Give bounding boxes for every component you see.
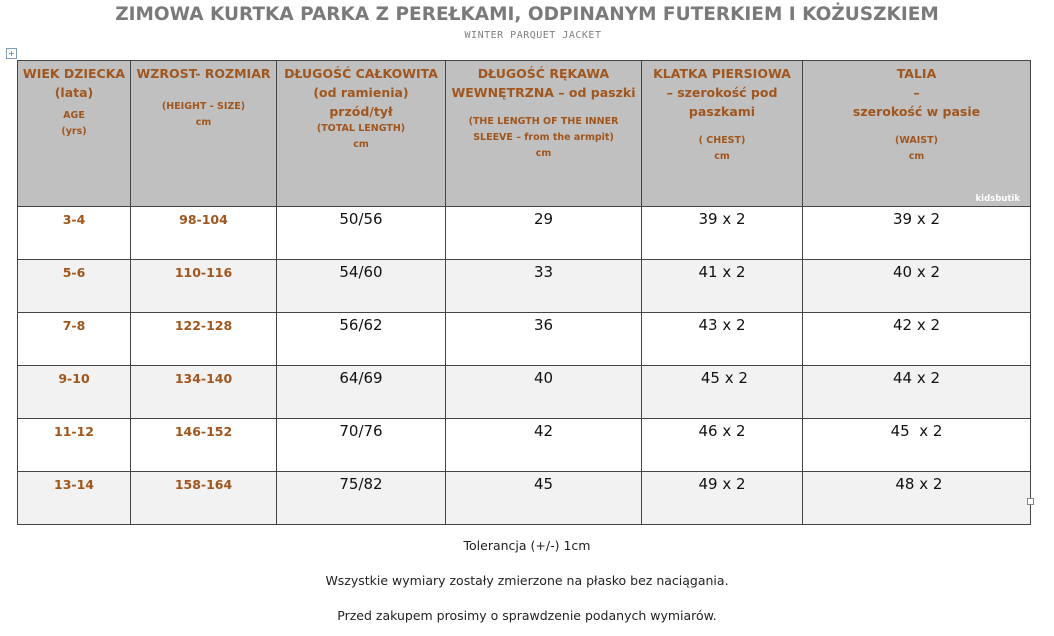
cell-height-size: 134-140 [131, 366, 277, 419]
cell-waist: 40 x 2 [803, 260, 1031, 313]
cell-sleeve-length: 42 [446, 419, 642, 472]
cell-chest: 43 x 2 [642, 313, 803, 366]
header-length-sub-1: (TOTAL LENGTH) [316, 123, 406, 134]
cell-total-length: 56/62 [277, 313, 446, 366]
header-length-main-1: DŁUGOŚĆ CAŁKOWITA [284, 66, 438, 81]
cell-waist: 48 x 2 [803, 472, 1031, 525]
header-sleeve-sub-2: SLEEVE – from the armpit) [473, 132, 614, 143]
cell-age: 3-4 [18, 207, 131, 260]
watermark-kidsbutik: kidsbutik [975, 194, 1020, 204]
cell-sleeve-length: 29 [446, 207, 642, 260]
header-sleeve-main-1: DŁUGOŚĆ RĘKAWA [477, 66, 610, 81]
header-waist-main-1: TALIA [896, 66, 937, 81]
header-height-size [131, 61, 277, 207]
header-age-main-2: (lata) [54, 85, 94, 100]
cell-chest: 41 x 2 [642, 260, 803, 313]
table-row [18, 207, 1031, 260]
header-length-main-2: (od ramienia) [313, 85, 409, 100]
table-row [18, 260, 1031, 313]
cell-sleeve-length: 36 [446, 313, 642, 366]
page-subtitle: WINTER PARQUET JACKET [464, 30, 602, 41]
header-chest-sub-1: ( CHEST) [698, 135, 746, 146]
cell-sleeve-length: 40 [446, 366, 642, 419]
cell-total-length: 64/69 [277, 366, 446, 419]
header-row [18, 61, 1031, 207]
note-tolerance: Tolerancja (+/-) 1cm [463, 538, 591, 553]
cell-height-size: 122-128 [131, 313, 277, 366]
table-row [18, 472, 1031, 525]
cell-waist: 44 x 2 [803, 366, 1031, 419]
header-sleeve-length [446, 61, 642, 207]
header-height-sub-1: (HEIGHT - SIZE) [161, 101, 246, 112]
cell-age: 13-14 [18, 472, 131, 525]
header-waist-main-3: szerokość w pasie [852, 104, 981, 119]
cell-total-length: 54/60 [277, 260, 446, 313]
size-chart-table [17, 60, 1031, 525]
cell-age: 5-6 [18, 260, 131, 313]
header-waist-sub-2: cm [908, 151, 925, 162]
header-waist-sub-1: (WAIST) [895, 135, 938, 146]
header-age-main-1: WIEK DZIECKA [22, 66, 126, 81]
header-chest-main-1: KLATKA PIERSIOWA [653, 66, 791, 81]
cell-total-length: 70/76 [277, 419, 446, 472]
cell-sleeve-length: 45 [446, 472, 642, 525]
cell-waist: 39 x 2 [803, 207, 1031, 260]
header-age [18, 61, 131, 207]
header-length-main-3: przód/tył [329, 104, 393, 119]
cell-height-size: 98-104 [131, 207, 277, 260]
header-height-main-1: WZROST- ROZMIAR [136, 66, 271, 81]
header-length-sub-2: cm [353, 139, 369, 150]
header-age-sub-1: AGE [63, 110, 85, 121]
header-age-sub-2: (yrs) [61, 126, 87, 137]
cell-height-size: 158-164 [131, 472, 277, 525]
cell-height-size: 146-152 [131, 419, 277, 472]
cell-chest: 45 x 2 [642, 366, 803, 419]
page-title: ZIMOWA KURTKA PARKA Z PEREŁKAMI, ODPINANYM FUTERKIEM I KOŻUSZKIEM [115, 4, 939, 25]
table-row [18, 419, 1031, 472]
header-chest-main-2: – szerokość pod [666, 85, 778, 100]
header-total-length [277, 61, 446, 207]
cell-age: 9-10 [18, 366, 131, 419]
table-resize-handle-icon[interactable] [1027, 498, 1034, 505]
header-chest-main-3: paszkami [688, 104, 756, 119]
cell-total-length: 50/56 [277, 207, 446, 260]
note-check-measurements: Przed zakupem prosimy o sprawdzenie podanych wymiarów. [337, 608, 717, 623]
header-height-sub-2: cm [195, 117, 212, 128]
cell-total-length: 75/82 [277, 472, 446, 525]
cell-sleeve-length: 33 [446, 260, 642, 313]
cell-height-size: 110-116 [131, 260, 277, 313]
cell-chest: 46 x 2 [642, 419, 803, 472]
cell-age: 7-8 [18, 313, 131, 366]
header-sleeve-sub-3: cm [535, 148, 552, 159]
cell-age: 11-12 [18, 419, 131, 472]
cell-waist: 42 x 2 [803, 313, 1031, 366]
note-measured-flat: Wszystkie wymiary zostały zmierzone na płasko bez naciągania. [325, 573, 729, 588]
header-chest [642, 61, 803, 207]
header-waist-main-2: – [913, 85, 920, 100]
header-waist [803, 61, 1031, 207]
cell-chest: 39 x 2 [642, 207, 803, 260]
header-sleeve-main-2: WEWNĘTRZNA – od paszki [451, 85, 636, 100]
cell-waist: 45 x 2 [803, 419, 1031, 472]
table-row [18, 366, 1031, 419]
header-sleeve-sub-1: (THE LENGTH OF THE INNER [468, 116, 619, 127]
cell-chest: 49 x 2 [642, 472, 803, 525]
table-move-handle-icon[interactable]: + [6, 48, 17, 59]
header-chest-sub-2: cm [714, 151, 730, 162]
table-row [18, 313, 1031, 366]
